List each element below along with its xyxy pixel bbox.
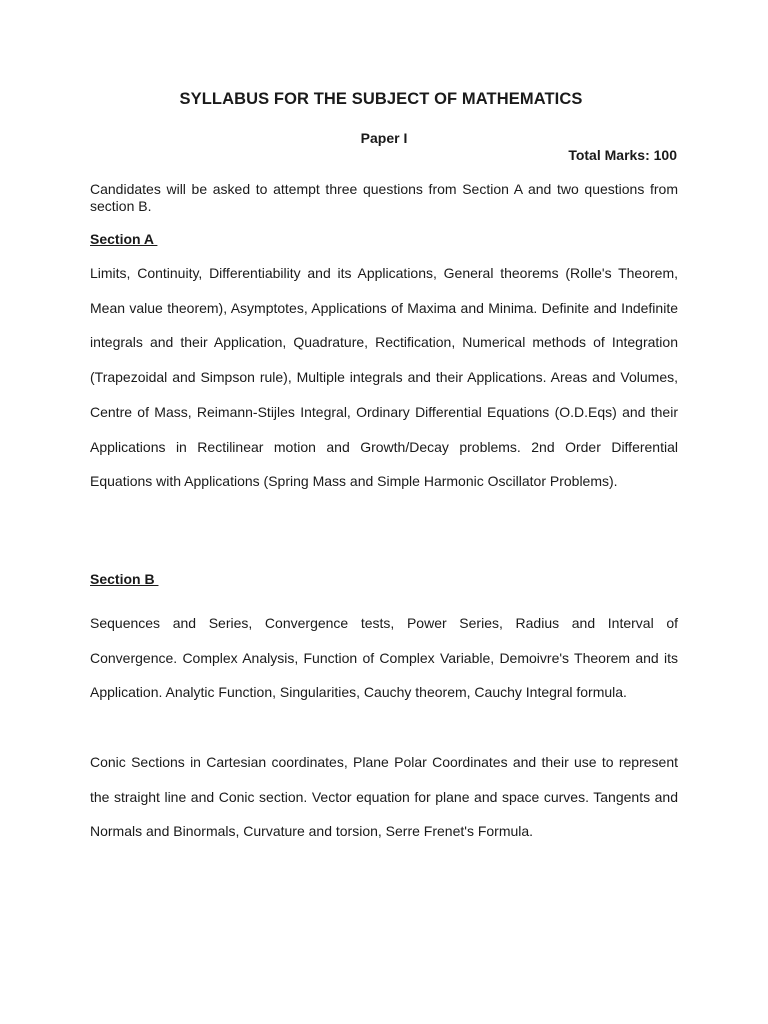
section-b-paragraph: Sequences and Series, Convergence tests, Power Series, Radius and Interval of Convergence. Complex Analysis, Function of Complex Variable, Demoivre's Theorem and its Application. Analytic Function, Singularities, Cauchy theorem, Cauchy Integral formula.	[90, 615, 678, 701]
paper-label: Paper I	[360, 130, 408, 146]
section-a-body: Limits, Continuity, Differentiability and its Applications, General theorems (Rolle's Theorem, Mean value theorem), Asymptotes, Applications of Maxima and Minima. Definite and Indefinite integrals and their Application, Quadrature, Rectification, Numerical methods of Integration (Trapezoidal and Simpson rule), Multiple integrals and their Applications. Areas and Volumes, Centre of Mass, Reimann-Stijles Integral, Ordinary Differential Equations (O.D.Eqs) and their Applications in Rectilinear motion and Growth/Decay problems. 2nd Order Differential Equations with Applications (Spring Mass and Simple Harmonic Oscillator Problems).	[90, 265, 678, 490]
total-marks: Total Marks: 100	[568, 147, 677, 163]
section-b-heading: Section B	[90, 571, 159, 587]
section-b-paragraph: Conic Sections in Cartesian coordinates, Plane Polar Coordinates and their use to represent the straight line and Conic section. Vector equation for plane and space curves. Tangents and Normals and Binormals, Curvature and torsion, Serre Frenet's Formula.	[90, 754, 678, 840]
intro-paragraph: Candidates will be asked to attempt three questions from Section A and two questions from section B.	[90, 181, 678, 214]
page-title: SYLLABUS FOR THE SUBJECT OF MATHEMATICS	[179, 90, 583, 108]
section-a-heading: Section A	[90, 231, 158, 247]
